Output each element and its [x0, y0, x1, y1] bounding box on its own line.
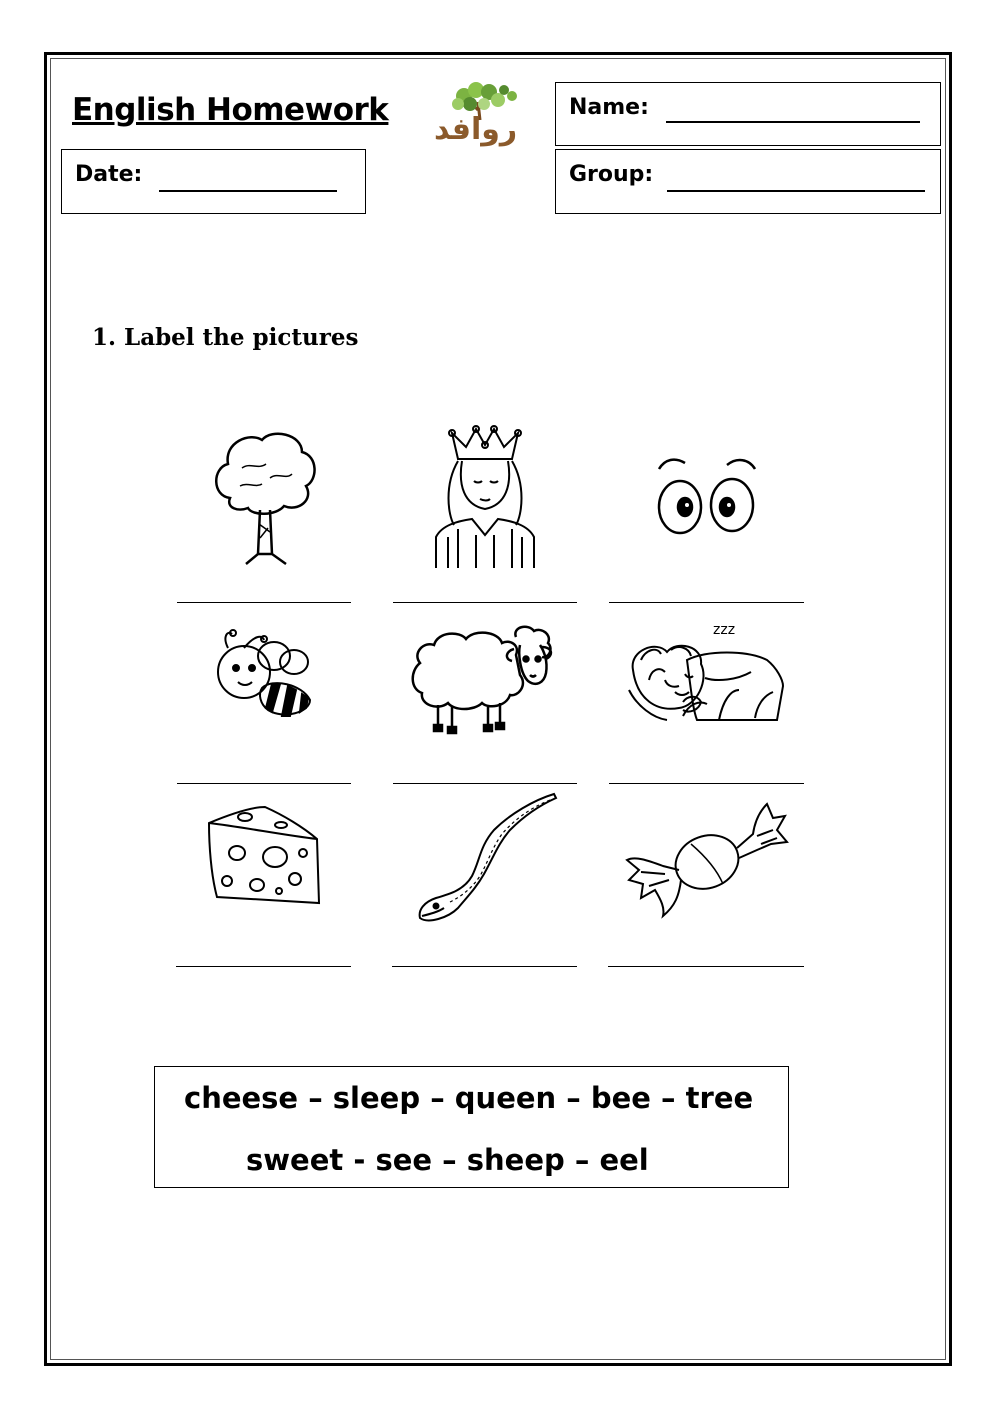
group-box	[555, 149, 941, 214]
date-label: Date:	[75, 162, 143, 187]
school-logo	[432, 82, 524, 150]
group-label: Group:	[569, 162, 654, 187]
group-field[interactable]	[667, 164, 925, 192]
date-field[interactable]	[159, 164, 337, 192]
svg-text:zzz: zzz	[713, 622, 736, 638]
tree-icon	[210, 428, 322, 573]
answer-line[interactable]	[177, 602, 351, 603]
eel-icon	[414, 790, 560, 929]
page-title: English Homework	[72, 92, 389, 128]
answer-line[interactable]	[393, 783, 577, 784]
answer-line[interactable]	[393, 602, 577, 603]
queen-icon	[418, 425, 552, 575]
word-bank	[154, 1066, 789, 1188]
name-label: Name:	[569, 95, 649, 120]
answer-line[interactable]	[608, 966, 804, 967]
name-box	[555, 82, 941, 146]
answer-line[interactable]	[177, 783, 351, 784]
sweet-icon	[625, 800, 790, 923]
cheese-icon	[203, 805, 323, 912]
logo-text: روافد	[434, 112, 518, 147]
exercise-instruction: 1. Label the pictures	[92, 324, 359, 351]
answer-line[interactable]	[609, 783, 804, 784]
date-box	[61, 149, 366, 214]
eyes-icon	[655, 455, 759, 540]
answer-line[interactable]	[176, 966, 351, 967]
answer-line[interactable]	[392, 966, 577, 967]
sheep-icon	[408, 623, 554, 740]
word-bank-line-1: cheese – sleep – queen – bee – tree	[184, 1081, 754, 1115]
answer-line[interactable]	[609, 602, 804, 603]
bee-icon	[214, 628, 316, 725]
sleeping-person-icon	[627, 620, 787, 735]
word-bank-line-2: sweet - see – sheep – eel	[246, 1143, 649, 1177]
name-field[interactable]	[666, 95, 920, 123]
